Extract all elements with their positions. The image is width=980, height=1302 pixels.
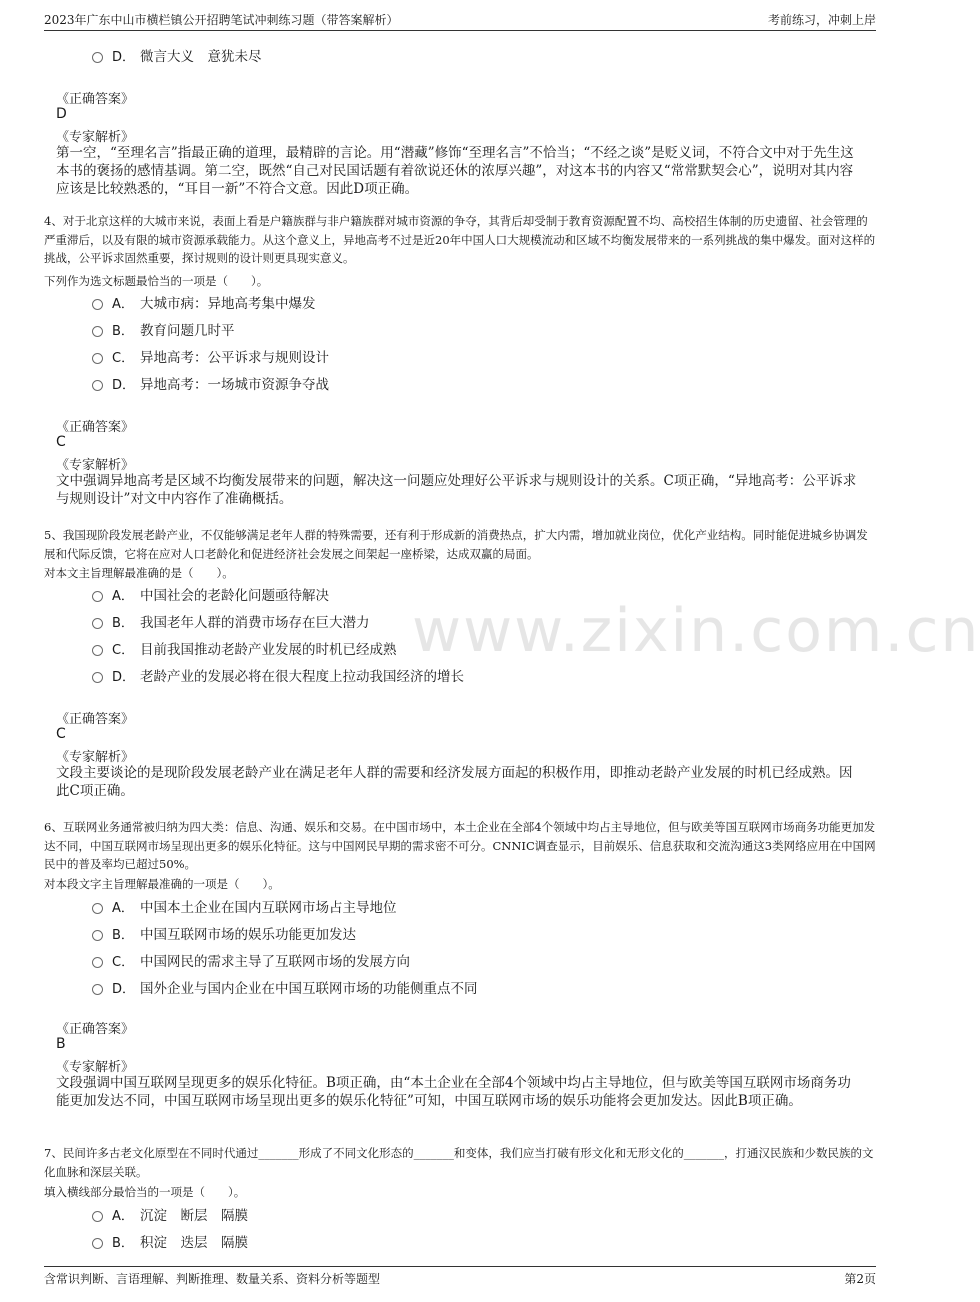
q5-option-d[interactable] [92, 664, 464, 686]
option-letter: C． [112, 642, 135, 658]
q5-answer-label: 《正确答案》 [56, 712, 135, 727]
option-letter: B． [112, 927, 134, 943]
option-text: 教育问题几时平 [140, 323, 235, 339]
header-slogan: 考前练习，冲刺上岸 [767, 13, 876, 27]
option-text: 中国社会的老龄化问题亟待解决 [140, 588, 329, 604]
q4-answer: C [56, 434, 66, 450]
option-text: 目前我国推动老龄产业发展的时机已经成熟 [140, 642, 397, 658]
radio-icon[interactable] [92, 326, 103, 337]
option-letter: B． [112, 615, 134, 631]
option-letter: A． [112, 296, 134, 312]
option-text: 我国老年人群的消费市场存在巨大潜力 [140, 615, 370, 631]
option-letter: C． [112, 954, 135, 970]
q7-option-a[interactable] [92, 1203, 248, 1225]
q6-option-c[interactable] [92, 949, 410, 971]
q7-stem: 7、民间许多古老文化原型在不同时代通过_______形成了不同文化形态的_______和变体，我们应当打破有形文化和无形文化的_______，打通汉民族和少数民族的文化血脉和深层关联。 [44, 1146, 874, 1179]
option-text: 异地高考：一场城市资源争夺战 [140, 377, 329, 393]
radio-icon[interactable] [92, 353, 103, 364]
footer-divider [44, 1266, 876, 1267]
radio-icon[interactable] [92, 618, 103, 629]
q6-answer: B [56, 1036, 66, 1052]
q4-stem: 4、对于北京这样的大城市来说，表面上看是户籍族群与非户籍族群对城市资源的争夺，其背后却受制于教育资源配置不均、高校招生体制的历史遗留、社会管理的严重滞后，以及有限的城市资源承载能力。从这个意义上，异地高考不过是近20年中国人口大规模流动和区域不均衡发展带来的一系列挑战的集中爆发。面对这样的挑战，公平诉求固然重要，探讨规则的设计则更具现实意义。 [44, 214, 876, 265]
option-letter: D． [112, 49, 136, 65]
q6-answer-label: 《正确答案》 [56, 1022, 135, 1037]
option-text: 微言大义 意犹未尽 [140, 49, 262, 65]
radio-icon[interactable] [92, 984, 103, 995]
q3-answer: D [56, 106, 67, 122]
radio-icon[interactable] [92, 672, 103, 683]
option-text: 国外企业与国内企业在中国互联网市场的功能侧重点不同 [140, 981, 478, 997]
q4-option-b[interactable] [92, 318, 235, 340]
q3-analysis-label: 《专家解析》 [56, 130, 135, 145]
header-divider [44, 30, 876, 31]
option-text: 大城市病：异地高考集中爆发 [140, 296, 316, 312]
document-title: 2023年广东中山市横栏镇公开招聘笔试冲刺练习题（带答案解析） [44, 13, 399, 27]
option-text: 中国互联网市场的娱乐功能更加发达 [140, 927, 356, 943]
q5-stem: 5、我国现阶段发展老龄产业，不仅能够满足老年人群的特殊需要，还有利于形成新的消费热点，扩大内需，增加就业岗位，优化产业结构。同时能促进城乡协调发展和代际反馈，它将在应对人口老龄化和促进经济社会发展之间架起一座桥梁，达成双赢的局面。 [44, 528, 868, 561]
radio-icon[interactable] [92, 299, 103, 310]
option-letter: B． [112, 1235, 134, 1251]
radio-icon[interactable] [92, 930, 103, 941]
q5-analysis: 文段主要谈论的是现阶段发展老龄产业在满足老年人群的需要和经济发展方面起的积极作用，即推动老龄产业发展的时机已经成熟。因此C项正确。 [56, 765, 853, 799]
option-letter: A． [112, 588, 134, 604]
option-letter: A． [112, 1208, 134, 1224]
q6-option-d[interactable] [92, 976, 478, 998]
q6-analysis-label: 《专家解析》 [56, 1060, 135, 1075]
radio-icon[interactable] [92, 52, 103, 63]
option-text: 沉淀 断层 隔膜 [140, 1208, 248, 1224]
q4-analysis: 文中强调异地高考是区域不均衡发展带来的问题，解决这一问题应处理好公平诉求与规则设计的关系。C项正确，“异地高考：公平诉求与规则设计”对文中内容作了准确概括。 [56, 473, 857, 507]
option-letter: C． [112, 350, 135, 366]
q5-answer: C [56, 726, 66, 742]
q3-option-d[interactable] [92, 44, 262, 66]
option-text: 中国网民的需求主导了互联网市场的发展方向 [140, 954, 410, 970]
q4-answer-label: 《正确答案》 [56, 420, 135, 435]
q6-option-a[interactable] [92, 895, 397, 917]
option-text: 中国本土企业在国内互联网市场占主导地位 [140, 900, 397, 916]
q7-prompt: 填入横线部分最恰当的一项是（ ）。 [44, 1185, 246, 1199]
option-letter: D． [112, 981, 136, 997]
radio-icon[interactable] [92, 380, 103, 391]
option-letter: A． [112, 900, 134, 916]
q6-prompt: 对本段文字主旨理解最准确的一项是（ ）。 [44, 877, 280, 891]
q5-option-a[interactable] [92, 583, 329, 605]
q6-stem: 6、互联网业务通常被归纳为四大类：信息、沟通、娱乐和交易。在中国市场中，本土企业在全部4个领域中均占主导地位，但与欧美等国互联网市场商务功能更加发达不同，中国互联网市场呈现出更多的娱乐化特征。这与中国网民早期的需求密不可分。CNNIC调查显示，目前娱乐、信息获取和交流沟通这3类网络应用在中国网民中的普及率均已超过50%。 [44, 820, 876, 871]
q5-analysis-label: 《专家解析》 [56, 750, 135, 765]
q7-option-b[interactable] [92, 1230, 248, 1252]
option-letter: B． [112, 323, 134, 339]
page-number: 第2页 [844, 1272, 876, 1286]
radio-icon[interactable] [92, 1238, 103, 1249]
radio-icon[interactable] [92, 645, 103, 656]
option-letter: D． [112, 669, 136, 685]
q3-analysis: 第一空，“至理名言”指最正确的道理，最精辟的言论。用“潜藏”修饰“至理名言”不恰当；“不经之谈”是贬义词，不符合文中对于先生这本书的褒扬的感情基调。第二空，既然“自己对民国话题有着欲说还休的浓厚兴趣”，对这本书的内容又“常常默契会心”，说明对其内容应该是比较熟悉的，“耳目一新”不符合文意。因此D项正确。 [56, 145, 854, 197]
radio-icon[interactable] [92, 957, 103, 968]
radio-icon[interactable] [92, 1211, 103, 1222]
q5-option-c[interactable] [92, 637, 397, 659]
q5-prompt: 对本文主旨理解最准确的是（ ）。 [44, 566, 234, 580]
q4-option-c[interactable] [92, 345, 329, 367]
footer-note: 含常识判断、言语理解、判断推理、数量关系、资料分析等题型 [44, 1272, 381, 1286]
option-text: 老龄产业的发展必将在很大程度上拉动我国经济的增长 [140, 669, 464, 685]
q6-analysis: 文段强调中国互联网呈现更多的娱乐化特征。B项正确，由“本土企业在全部4个领域中均占主导地位，但与欧美等国互联网市场商务功能更加发达不同，中国互联网市场呈现出更多的娱乐化特征”可知，中国互联网市场的娱乐功能将会更加发达。因此B项正确。 [56, 1075, 851, 1109]
q4-option-a[interactable] [92, 291, 316, 313]
q5-option-b[interactable] [92, 610, 370, 632]
q6-option-b[interactable] [92, 922, 356, 944]
radio-icon[interactable] [92, 591, 103, 602]
q4-option-d[interactable] [92, 372, 329, 394]
q3-answer-label: 《正确答案》 [56, 92, 135, 107]
option-text: 积淀 迭层 隔膜 [140, 1235, 248, 1251]
option-text: 异地高考：公平诉求与规则设计 [140, 350, 329, 366]
watermark: www.zixin.com.cn [412, 596, 980, 666]
option-letter: D． [112, 377, 136, 393]
radio-icon[interactable] [92, 903, 103, 914]
q4-analysis-label: 《专家解析》 [56, 458, 135, 473]
q4-prompt: 下列作为选文标题最恰当的一项是（ ）。 [44, 274, 269, 288]
page-header [0, 0, 920, 32]
